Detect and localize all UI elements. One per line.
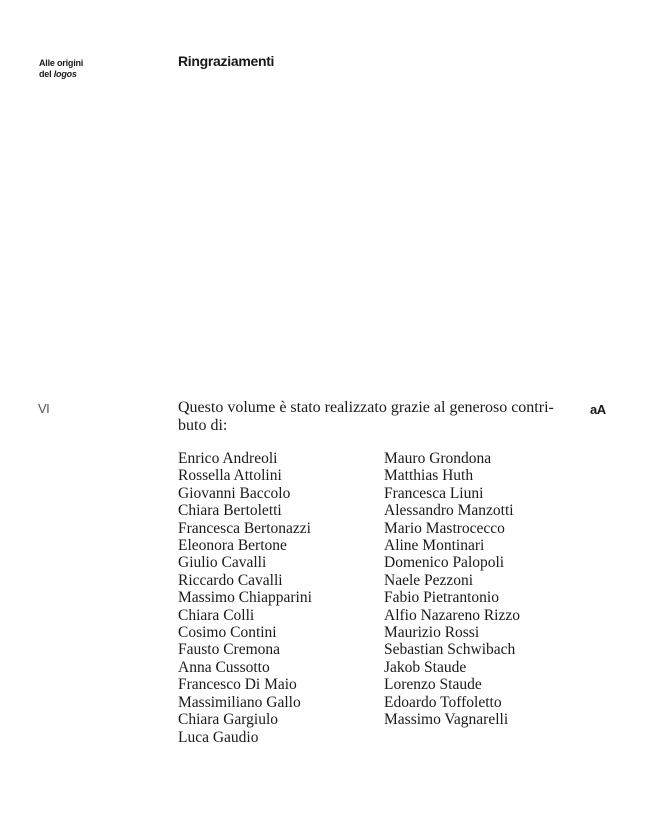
running-head-prefix: del [39, 69, 54, 79]
page-number: VI [38, 401, 50, 416]
name-item: Lorenzo Staude [384, 676, 482, 694]
name-item: Chiara Bertoletti [178, 502, 282, 520]
running-head-italic: logos [53, 69, 77, 79]
name-item: Francesca Liuni [384, 484, 484, 502]
name-item: Domenico Palopoli [384, 554, 505, 572]
name-item: Enrico Andreoli [178, 450, 278, 467]
names-list-right [384, 450, 520, 729]
name-item: Cosimo Contini [178, 624, 277, 642]
name-item: Alessandro Manzotti [384, 502, 514, 520]
name-item: Maurizio Rossi [384, 624, 480, 642]
name-item: Francesca Bertonazzi [178, 519, 311, 537]
name-item: Matthias Huth [384, 467, 474, 485]
name-item: Anna Cussotto [178, 658, 270, 676]
name-item: Giulio Cavalli [178, 554, 267, 572]
name-item: Fabio Pietrantonio [384, 589, 499, 607]
section-title: Ringraziamenti [178, 53, 275, 69]
name-item: Chiara Gargiulo [178, 711, 279, 729]
running-head [39, 58, 83, 80]
names-list-left [178, 450, 312, 746]
running-head-line-2 [39, 69, 83, 80]
name-item: Giovanni Baccolo [178, 484, 291, 502]
font-size-icon[interactable]: aA [590, 402, 606, 417]
name-item: Mauro Grondona [384, 450, 492, 467]
name-item: Massimo Chiapparini [178, 589, 312, 607]
name-item: Riccardo Cavalli [178, 571, 283, 589]
name-item: Jakob Staude [384, 658, 467, 676]
name-item: Alfio Nazareno Rizzo [384, 606, 520, 624]
name-item: Rossella Attolini [178, 467, 282, 485]
name-item: Sebastian Schwibach [384, 641, 516, 659]
intro-paragraph: Questo volume è stato realizzato grazie al generoso contri-buto di: [178, 399, 554, 434]
running-head-line-1: Alle origini [39, 58, 84, 68]
name-item: Fausto Cremona [178, 641, 281, 659]
name-item: Francesco Di Maio [178, 676, 297, 694]
name-item: Aline Montinari [384, 537, 485, 555]
name-item: Eleonora Bertone [178, 537, 287, 555]
name-item: Mario Mastrocecco [384, 519, 505, 537]
name-item: Luca Gaudio [178, 728, 259, 746]
name-item: Naele Pezzoni [384, 571, 474, 589]
name-item: Massimo Vagnarelli [384, 711, 509, 729]
name-item: Massimiliano Gallo [178, 693, 301, 711]
name-item: Edoardo Toffoletto [384, 693, 502, 711]
name-item: Chiara Colli [178, 606, 255, 624]
